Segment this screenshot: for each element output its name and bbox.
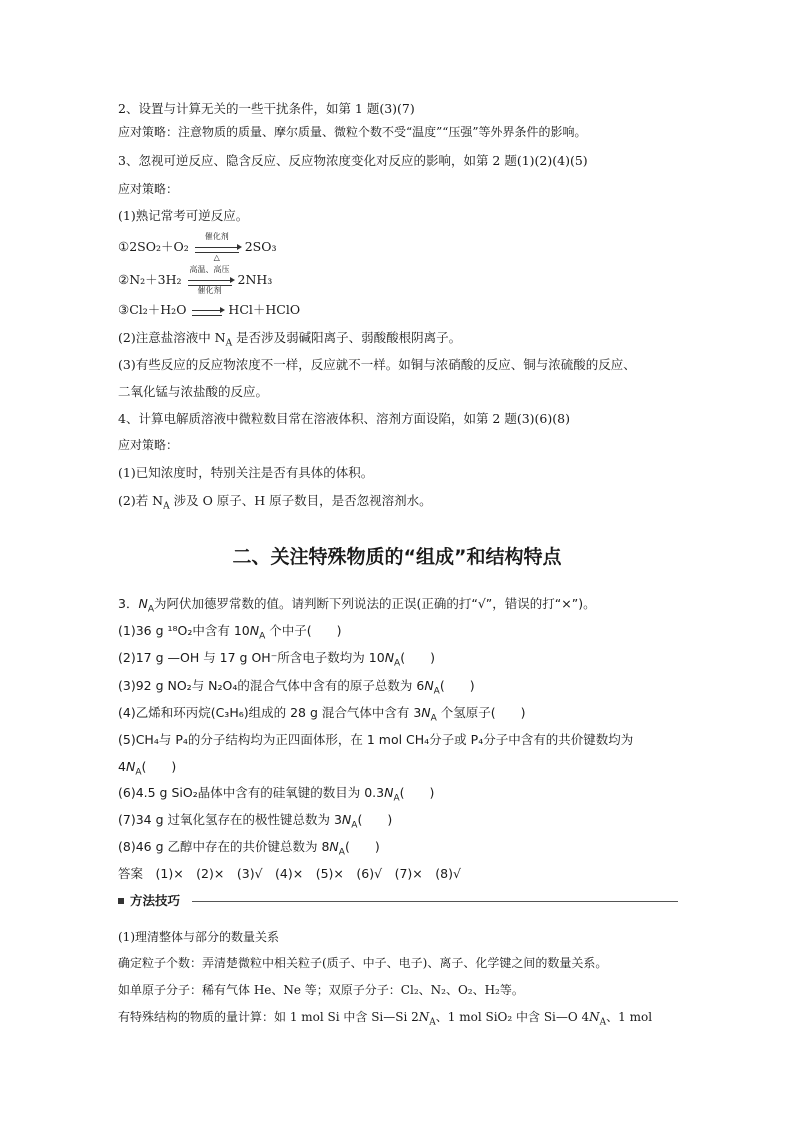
text-line: (3)有些反应的反应物浓度不一样，反应就不一样。如铜与浓硝酸的反应、铜与浓硫酸的反应、 <box>118 357 636 372</box>
subscript: A <box>163 501 170 512</box>
equation-right: 2NH₃ <box>237 272 273 287</box>
text-fragment: (2)注意盐溶液中 N <box>118 330 226 345</box>
text-line: 如单原子分子：稀有气体 He、Ne 等；双原子分子：Cl₂、N₂、O₂、H₂等。 <box>118 983 524 997</box>
text-line: 应对策略：注意物质的质量、摩尔质量、微粒个数不受“温度”“压强”等外界条件的影响。 <box>118 125 587 139</box>
text-line: 确定粒子个数：弄清楚微粒中相关粒子(质子、中子、电子)、离子、化学键之间的数量关系。 <box>118 956 608 970</box>
question-item: (1)36 g ¹⁸O₂中含有 $10N_A$ 个中子( ) <box>118 623 342 642</box>
question-item: (3)92 g NO₂与 N₂O₄的混合气体中含有的原子总数为 $6N_A$( ) <box>118 678 475 697</box>
equation-1 <box>118 231 277 262</box>
text-line: 3、忽视可逆反应、隐含反应、反应物浓度变化对反应的影响，如第 2 题(1)(2)(4)(5) <box>118 153 588 168</box>
text-line: 应对策略： <box>118 182 179 196</box>
equation-left: ③Cl₂＋H₂O <box>118 302 187 317</box>
equation-right: HCl＋HClO <box>228 302 301 317</box>
text-line <box>118 330 461 352</box>
question-item: (5)CH₄与 P₄的分子结构均为正四面体形，在 1 mol CH₄分子或 P₄分子中含有的共价键数均为 <box>118 732 634 747</box>
question-item: (7)34 g 过氧化氢存在的极性键总数为 $3N_A$( ) <box>118 812 393 831</box>
text-line: (1)理清整体与部分的数量关系 <box>118 930 279 944</box>
question-item: (8)46 g 乙醇中存在的共价键总数为 $8N_A$( ) <box>118 839 380 858</box>
text-line <box>118 493 432 515</box>
divider <box>192 901 678 902</box>
answer-line: 答案 (1)× (2)× (3)√ (4)× (5)× (6)√ (7)× (8)√ <box>118 866 461 881</box>
question-item: (4)乙烯和环丙烷(C₃H₆)组成的 28 g 混合气体中含有 $3N_A$ 个氢原子( ) <box>118 705 526 724</box>
text-line: 4、计算电解质溶液中微粒数目常在溶液体积、溶剂方面设陷，如第 2 题(3)(6)(8) <box>118 411 570 426</box>
subscript: A <box>225 338 233 349</box>
question-item: $4N_A$( ) <box>118 759 177 778</box>
text-line: 有特殊结构的物质的量计算：如 1 mol Si 中含 Si—Si $2N_A$、1 mol SiO₂ 中含 Si—O $4N_A$、1 mol <box>118 1010 653 1028</box>
condition-top: 高温、高压 <box>189 264 230 274</box>
equation-2 <box>118 264 273 295</box>
question-item: (6)4.5 g SiO₂晶体中含有的硅氧键的数目为 $0.3N_A$( ) <box>118 785 435 804</box>
method-label: 方法技巧 <box>130 893 181 908</box>
question-stem: 3．$N_A$为阿伏加德罗常数的值。请判断下列说法的正误(正确的打“√”，错误的打“×”)。 <box>118 596 596 615</box>
text-line: (1)熟记常考可逆反应。 <box>118 208 249 223</box>
text-line: 应对策略： <box>118 438 179 452</box>
square-bullet-icon <box>118 898 124 904</box>
reversible-arrow-icon <box>186 264 234 295</box>
text-fragment: 涉及 O 原子、H 原子数目，是否忽视溶剂水。 <box>169 493 432 508</box>
condition-bottom: 催化剂 <box>197 285 222 295</box>
question-item: (2)17 g —OH 与 17 g OH⁻所含电子数均为 $10N_A$( ) <box>118 650 435 669</box>
condition-bottom: △ <box>213 252 220 262</box>
equation-left: ①2SO₂＋O₂ <box>118 239 189 254</box>
text-line: 2、设置与计算无关的一些干扰条件，如第 1 题(3)(7) <box>118 101 415 116</box>
condition-top: 催化剂 <box>204 231 229 241</box>
reversible-arrow-icon <box>193 231 241 262</box>
equation-right: 2SO₃ <box>244 239 277 254</box>
equation-3 <box>118 302 300 318</box>
text-line: 二氧化锰与浓盐酸的反应。 <box>118 384 269 399</box>
section-heading: 二、关注特殊物质的“组成”和结构特点 <box>232 546 562 568</box>
equation-left: ②N₂＋3H₂ <box>118 272 182 287</box>
text-line: (1)已知浓度时，特别关注是否有具体的体积。 <box>118 465 374 480</box>
text-fragment: (2)若 N <box>118 493 164 508</box>
method-tips-bar <box>118 893 678 909</box>
reversible-arrow-icon <box>190 304 224 318</box>
text-fragment: 是否涉及弱碱阳离子、弱酸酸根阴离子。 <box>232 330 462 345</box>
